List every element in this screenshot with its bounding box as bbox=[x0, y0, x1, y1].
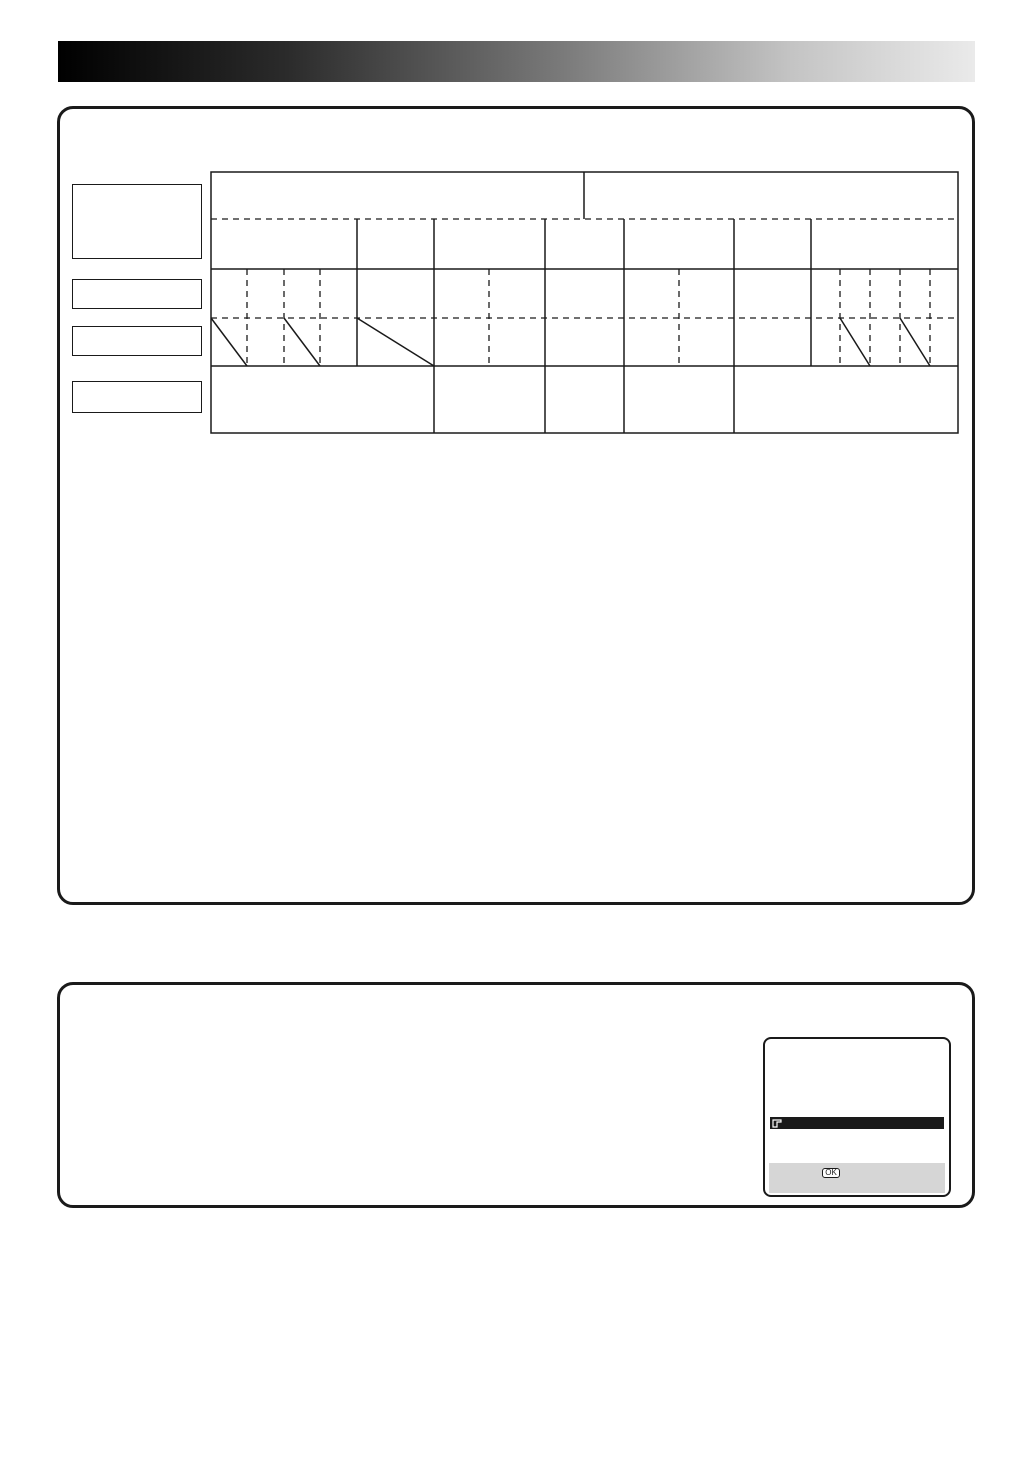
row-label-box-4 bbox=[72, 381, 202, 413]
screen-footer bbox=[769, 1163, 945, 1193]
ok-key-icon: OK bbox=[822, 1168, 840, 1178]
row-label-box-2 bbox=[72, 279, 202, 309]
row-label-box-1 bbox=[72, 184, 202, 259]
page-header-bar bbox=[58, 41, 975, 82]
row-label-box-3 bbox=[72, 326, 202, 356]
hand-pointer-icon bbox=[772, 1118, 783, 1128]
selected-menu-row bbox=[770, 1117, 944, 1129]
monitor-screen bbox=[763, 1037, 951, 1197]
